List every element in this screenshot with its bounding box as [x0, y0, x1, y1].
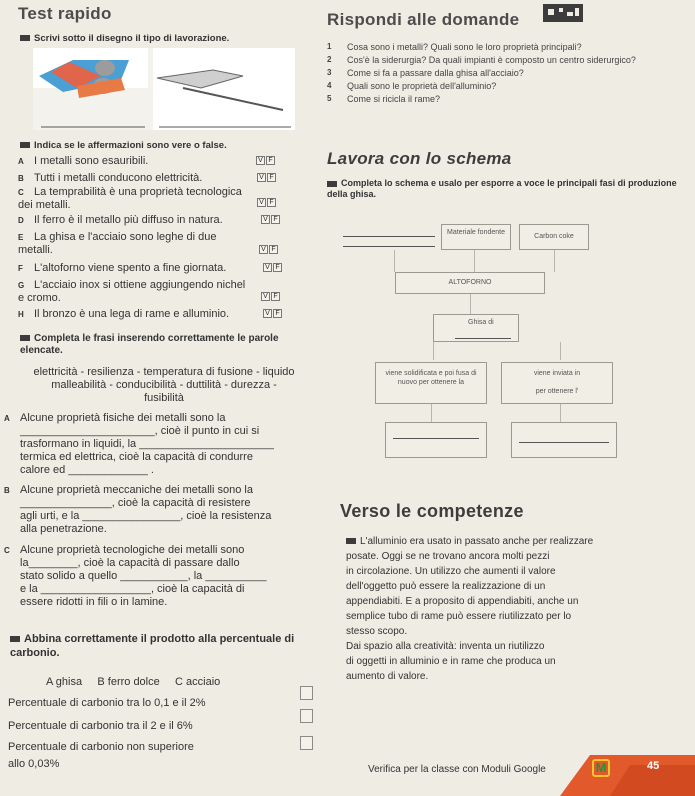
section-bullet-icon	[346, 538, 356, 544]
ghisa-box: Ghisa di	[433, 314, 519, 342]
tf-item-f: F L'altoforno viene spento a fine giornata.	[18, 262, 227, 274]
solid-box: viene solidificata e poi fusa di nuovo per ottenere la	[375, 362, 487, 404]
answer-box[interactable]	[300, 736, 313, 750]
rispondi-title: Rispondi alle domande	[327, 10, 520, 29]
completa-b: B Alcune proprietà meccaniche dei metalli sono la _______________, cioè la capacità di resistere agli urti, e la ________________, cioè la resistenza alla penetrazione.	[4, 484, 272, 535]
tf-item-g: G L'acciaio inox si ottiene aggiungendo nichel e cromo.	[18, 279, 246, 304]
section-bullet-icon	[20, 142, 30, 148]
question-item: 2 Cos'è la siderurgia? Da quali impianti è composto un centro siderurgico?	[327, 55, 636, 65]
connector	[560, 342, 561, 360]
answer-line[interactable]	[343, 246, 435, 247]
answer-box[interactable]	[300, 709, 313, 723]
schema-title: Lavora con lo schema	[327, 149, 512, 168]
footer-band	[0, 755, 695, 796]
abbina-row: Percentuale di carbonio tra il 2 e il 6%	[8, 720, 193, 732]
answer-line[interactable]	[455, 338, 511, 339]
tf-item-b: B Tutti i metalli conducono elettricità.	[18, 172, 203, 184]
output-box	[511, 422, 617, 458]
test-rapido-title: Test rapido	[18, 4, 112, 23]
connector	[554, 250, 555, 272]
true-option[interactable]: V	[257, 198, 266, 207]
true-option[interactable]: V	[256, 156, 265, 165]
false-option[interactable]: F	[271, 292, 280, 301]
true-option[interactable]: V	[263, 309, 272, 318]
completa-instruction: Completa le frasi inserendo correttamente le parole elencate.	[20, 333, 279, 356]
vf-choice	[256, 198, 276, 207]
schema-instruction: Completa lo schema e usalo per esporre a voce le principali fasi di produzione della ghisa.	[327, 178, 677, 199]
connector	[433, 342, 434, 360]
vf-choice	[255, 156, 275, 165]
connector	[560, 404, 561, 422]
section-bullet-icon	[20, 35, 30, 41]
page-number: 45	[647, 760, 660, 772]
false-option[interactable]: F	[271, 215, 280, 224]
section-bullet-icon	[327, 181, 337, 187]
false-option[interactable]: F	[273, 263, 282, 272]
answer-line[interactable]	[519, 442, 609, 443]
verifica-link[interactable]: Verifica per la classe con Moduli Google	[368, 764, 546, 775]
answer-box[interactable]	[300, 686, 313, 700]
tf-item-d: D Il ferro è il metallo più diffuso in natura.	[18, 214, 223, 226]
qr-code-icon	[543, 4, 583, 22]
vf-choice	[258, 245, 278, 254]
question-item: 4 Quali sono le proprietà dell'alluminio?	[327, 81, 497, 91]
connector	[470, 294, 471, 314]
output-box	[385, 422, 487, 458]
connector	[394, 250, 395, 272]
abbina-row: Percentuale di carbonio non superiore allo 0,03%	[8, 741, 194, 770]
question-item: 1 Cosa sono i metalli? Quali sono le loro proprietà principali?	[327, 42, 582, 52]
true-option[interactable]: V	[257, 173, 266, 182]
question-item: 3 Come si fa a passare dalla ghisa all'acciaio?	[327, 68, 524, 78]
question-item: 5 Come si ricicla il rame?	[327, 94, 441, 104]
tf-item-e: E La ghisa e l'acciaio sono leghe di due metalli.	[18, 231, 217, 256]
questions-list	[327, 42, 687, 107]
answer-line[interactable]	[393, 438, 479, 439]
false-option[interactable]: F	[267, 198, 276, 207]
true-option[interactable]: V	[259, 245, 268, 254]
inviata-box: viene inviata in per ottenere l'	[501, 362, 613, 404]
section-bullet-icon	[20, 335, 30, 341]
verso-title: Verso le competenze	[340, 501, 524, 521]
draw-instruction: Scrivi sotto il disegno il tipo di lavorazione.	[20, 33, 320, 44]
section-bullet-icon	[10, 636, 20, 642]
moduli-logo-icon: M	[592, 759, 610, 777]
false-option[interactable]: F	[267, 173, 276, 182]
false-option[interactable]: F	[273, 309, 282, 318]
abbina-instruction: Abbina correttamente il prodotto alla percentuale di carbonio.	[10, 633, 295, 659]
true-option[interactable]: V	[261, 215, 270, 224]
tf-item-c: C La temprabilità è una proprietà tecnologica dei metalli.	[18, 186, 242, 211]
vf-choice	[262, 309, 282, 318]
vf-choice	[260, 215, 280, 224]
connector	[474, 250, 475, 272]
vf-choice	[256, 173, 276, 182]
materiale-box: Materiale fondente	[441, 224, 511, 250]
tf-item-a: A I metalli sono esauribili.	[18, 155, 149, 167]
metal-working-illustration	[33, 48, 295, 130]
completa-c: C Alcune proprietà tecnologiche dei metalli sono la________, cioè la capacità di passare dallo stato solido a quello ___________, la __________ e la __________________, cioè la capacità di essere ridotti in fili o in lamine.	[4, 544, 267, 608]
false-option[interactable]: F	[266, 156, 275, 165]
connector	[431, 404, 432, 422]
true-option[interactable]: V	[261, 292, 270, 301]
abbina-options: A ghisa B ferro dolce C acciaio	[46, 676, 221, 688]
verso-paragraph: L'alluminio era usato in passato anche per realizzare posate. Oggi se ne trovano ancora molti pezzi in circolazione. Un utilizzo che aumenti il valore dell'oggetto può essere la realizzazione di un appendiabiti. E a proposito di appendiabiti, anche un semplice tubo di rame può essere riutilizzato per lo stesso scopo. Dai spazio alla creatività: inventa un riutilizzo di oggetti in alluminio e in rame che produca un aumento di valore.	[346, 536, 594, 682]
completa-a: A Alcune proprietà fisiche dei metalli sono la ______________________, cioè il punto in cui si trasformano in liquidi, la ______________________ termica ed elettrica, cioè la capacità di condurre calore ed _____________ .	[4, 412, 274, 476]
tf-item-h: H Il bronzo è una lega di rame e alluminio.	[18, 308, 230, 320]
answer-line[interactable]	[343, 236, 435, 237]
truefalse-instruction: Indica se le affermazioni sono vere o false.	[20, 140, 320, 151]
false-option[interactable]: F	[269, 245, 278, 254]
altoforno-box: ALTOFORNO	[395, 272, 545, 294]
abbina-row: Percentuale di carbonio tra lo 0,1 e il 2%	[8, 697, 206, 709]
vf-choice	[262, 263, 282, 272]
true-option[interactable]: V	[263, 263, 272, 272]
word-bank: elettricità - resilienza - temperatura di fusione - liquido malleabilità - conducibilità - duttilità - durezza - fusibilità	[33, 366, 295, 404]
vf-choice	[260, 292, 280, 301]
carbon-box: Carbon coke	[519, 224, 589, 250]
